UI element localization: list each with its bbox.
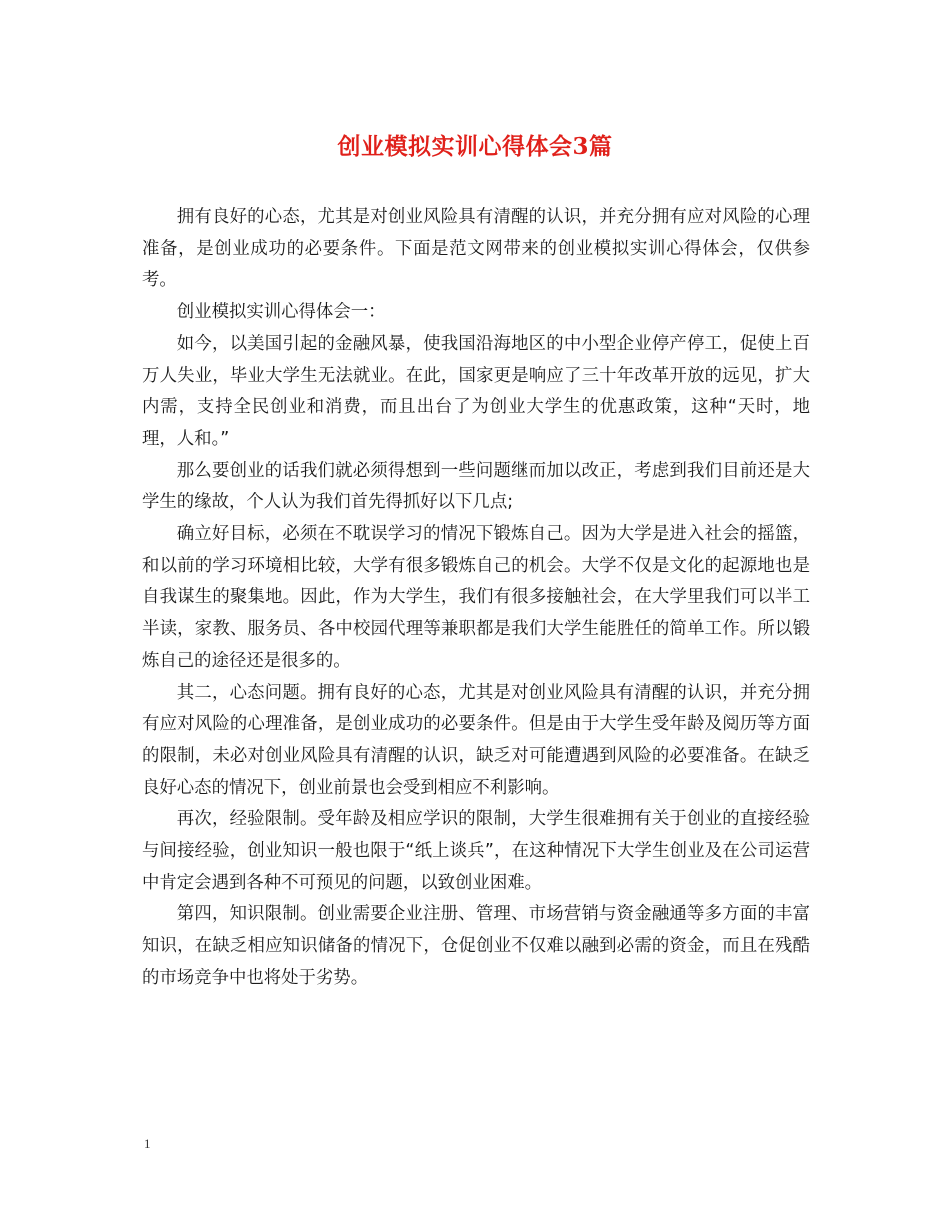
- section-heading: 创业模拟实训心得体会一：: [176, 302, 386, 323]
- paragraph: 确立好目标，必须在不耽误学习的情况下锻炼自己。因为大学是进入社会的摇篮，和以前的学习环境相比较，大学有很多锻炼自己的机会。大学不仅是文化的起源地也是自我谋生的聚集地。因此，作为大学生，我们有很多接触社会，在大学里我们可以半工半读，家教、服务员、各中校园代理等兼职都是我们大学生能胜任的简单工作。所以锻炼自己的途径还是很多的。: [142, 524, 810, 671]
- paragraph: 其二，心态问题。拥有良好的心态，尤其是对创业风险具有清醒的认识，并充分拥有应对风险的心理准备，是创业成功的必要条件。但是由于大学生受年龄及阅历等方面的限制，未必对创业风险具有清醒的认识，缺乏对可能遭遇到风险的必要准备。在缺乏良好心态的情况下，创业前景也会受到相应不利影响。: [142, 682, 810, 798]
- paragraph: 那么要创业的话我们就必须得想到一些问题继而加以改正，考虑到我们目前还是大学生的缘故，个人认为我们首先得抓好以下几点;: [142, 460, 810, 513]
- paragraph: 如今，以美国引起的金融风暴，使我国沿海地区的中小型企业停产停工，促使上百万人失业，毕业大学生无法就业。在此，国家更是响应了三十年改革开放的远见，扩大内需，支持全民创业和消费，而且出台了为创业大学生的优惠政策，这种“天时，地理，人和。”: [142, 333, 810, 449]
- paragraph: 再次，经验限制。受年龄及相应学识的限制，大学生很难拥有关于创业的直接经验与间接经验，创业知识一般也限于“纸上谈兵”，在这种情况下大学生创业及在公司运营中肯定会遇到各种不可预见的问题，以致创业困难。: [142, 809, 810, 893]
- document-title: 创业模拟实训心得体会3篇: [337, 133, 613, 160]
- page-number: 1: [144, 1136, 151, 1151]
- paragraph: 拥有良好的心态，尤其是对创业风险具有清醒的认识，并充分拥有应对风险的心理准备，是创业成功的必要条件。下面是范文网带来的创业模拟实训心得体会，仅供参考。: [142, 207, 810, 291]
- paragraph: 第四，知识限制。创业需要企业注册、管理、市场营销与资金融通等多方面的丰富知识，在缺乏相应知识储备的情况下，仓促创业不仅难以融到必需的资金，而且在残酷的市场竞争中也将处于劣势。: [142, 904, 810, 988]
- document-body: [142, 202, 810, 995]
